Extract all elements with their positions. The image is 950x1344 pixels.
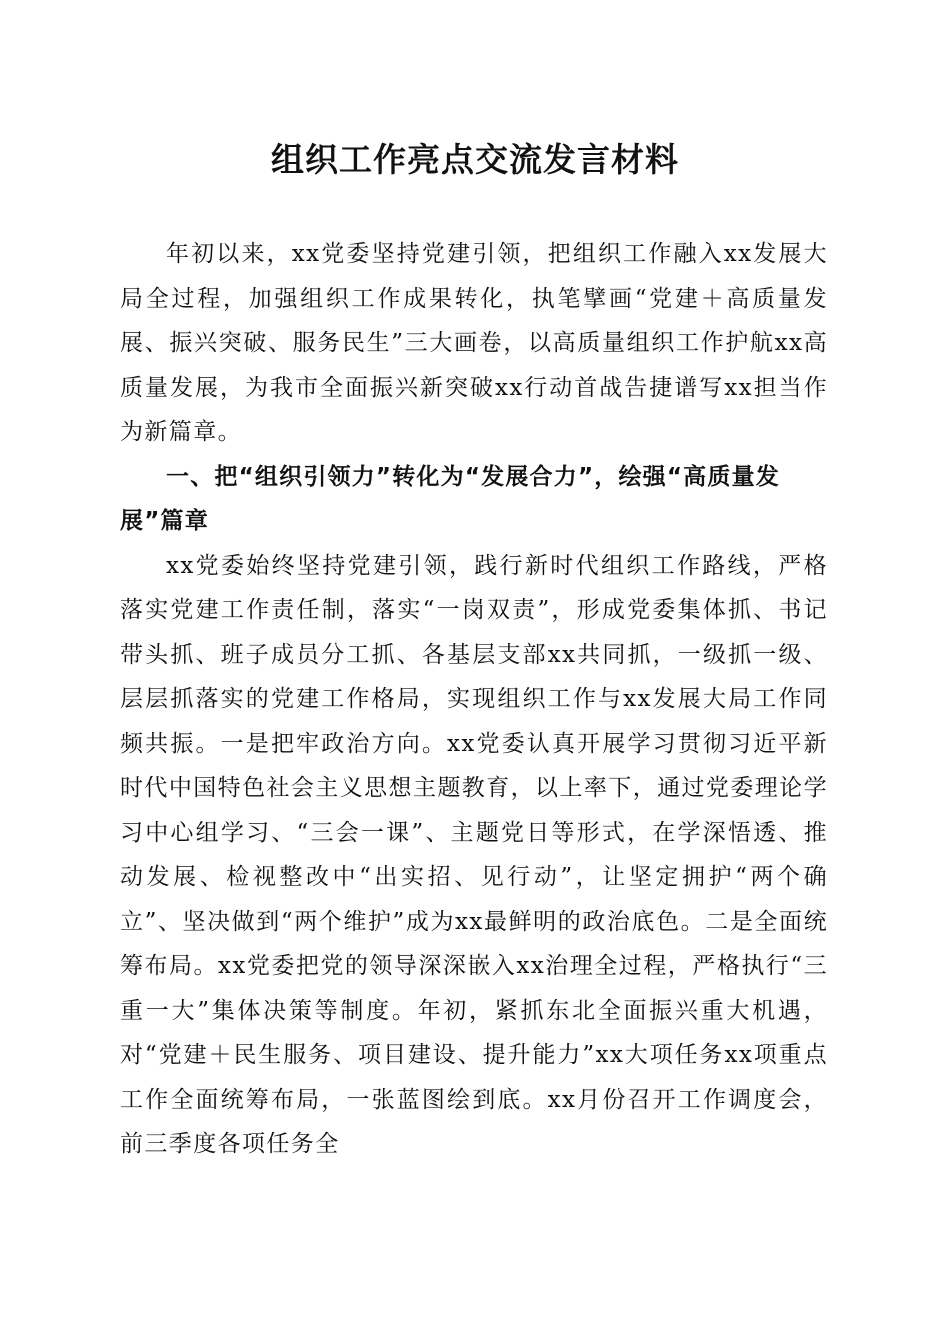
intro-paragraph: 年初以来，xx党委坚持党建引领，把组织工作融入xx发展大局全过程，加强组织工作成果转化，执笔擘画“党建＋高质量发展、振兴突破、服务民生”三大画卷，以高质量组织工作护航xx高质量发展，为我市全面振兴新突破xx行动首战告捷谱写xx担当作为新篇章。 (120, 241, 828, 445)
document-body (120, 232, 828, 1167)
section-heading-1: 一、把“组织引领力”转化为“发展合力”，绘强“高质量发展”篇章 (120, 463, 780, 534)
document-title: 组织工作亮点交流发言材料 (271, 140, 679, 179)
section-1-paragraph: xx党委始终坚持党建引领，践行新时代组织工作路线，严格落实党建工作责任制，落实“一岗双责”，形成党委集体抓、书记带头抓、班子成员分工抓、各基层支部xx共同抓，一级抓一级、层层抓落实的党建工作格局，实现组织工作与xx发展大局工作同频共振。一是把牢政治方向。xx党委认真开展学习贯彻习近平新时代中国特色社会主义思想主题教育，以上率下，通过党委理论学习中心组学习、“三会一课”、主题党日等形式，在学深悟透、推动发展、检视整改中“出实招、见行动”，让坚定拥护“两个确立”、坚决做到“两个维护”成为xx最鲜明的政治底色。二是全面统筹布局。xx党委把党的领导深深嵌入xx治理全过程，严格执行“三重一大”集体决策等制度。年初，紧抓东北全面振兴重大机遇，对“党建＋民生服务、项目建设、提升能力”xx大项任务xx项重点工作全面统筹布局，一张蓝图绘到底。xx月份召开工作调度会，前三季度各项任务全 (120, 552, 828, 1157)
